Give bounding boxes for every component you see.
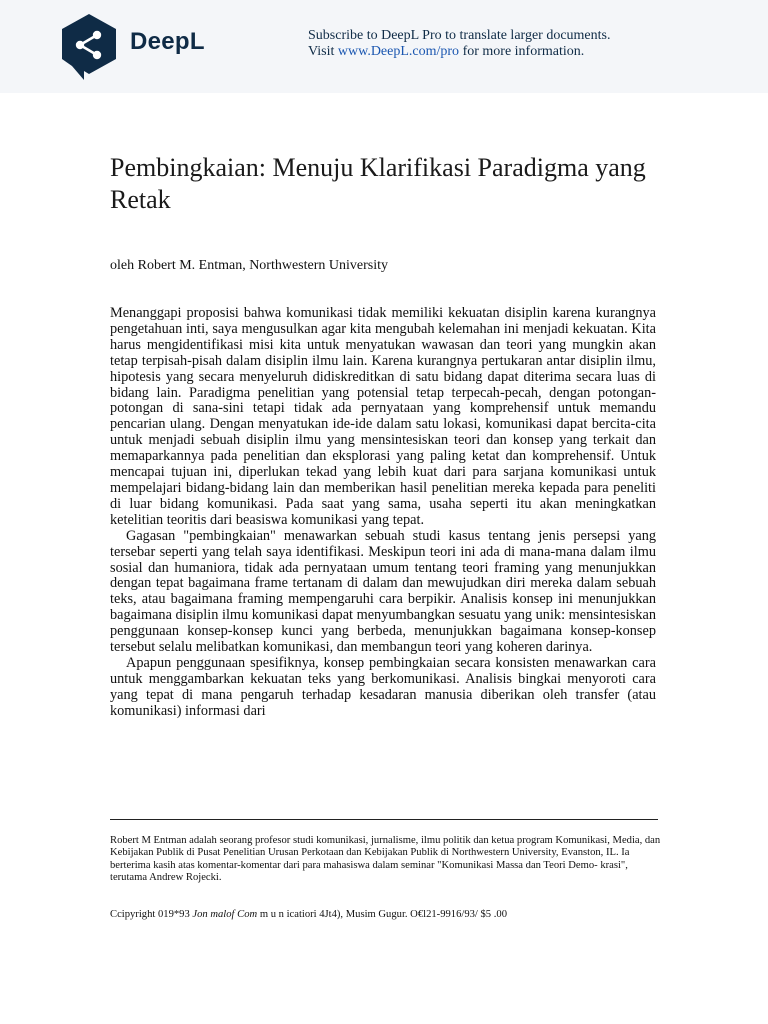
footnote-divider [110, 819, 658, 820]
promo-line-2 [308, 44, 728, 60]
copyright-part-4: of Com [226, 909, 258, 920]
deepl-banner [0, 0, 768, 93]
deepl-logo-icon[interactable] [58, 12, 120, 80]
promo-text [308, 28, 728, 60]
author-footnote: Robert M Entman adalah seorang profesor studi komunikasi, jurnalisme, ilmu politik dan ketua program Komunikasi, Media, dan Kebijakan Publik di Pusat Penelitian Urusan Perkotaan dan Kebijakan Publik di Northwestern University, Evanston, IL. Ia berterima kasih atas komentar-komentar dari para mahasiswa dalam seminar "Komunikasi Massa dan Teori Demo- krasi", terutama Andrew Rojecki. [110, 835, 661, 884]
promo-line-1: Subscribe to DeepL Pro to translate larger documents. [308, 28, 611, 43]
copyright-line [110, 908, 670, 921]
deepl-pro-link[interactable]: www.DeepL.com/pro [337, 44, 460, 59]
copyright-part-2: 19*93 [163, 909, 190, 920]
promo-after: for more information. [459, 44, 585, 59]
paragraph-2: Gagasan "pembingkaian" menawarkan sebuah studi kasus tentang jenis persepsi yang tersebar seperti yang telah saya identifikasi. Meskipun teori ini ada di mana-mana dalam ilmu sosial dan humaniora, tidak ada pernyataan umum tentang teori framing yang menunjukkan dengan tepat bagaimana frame tertanam di dalam dan mewujudkan diri mereka dalam sebuah teks, atau bagaimana framing mempengaruhi cara berpikir. Analisis konsep ini menunjukkan bagaimana disiplin ilmu komunikasi dapat menyumbangkan sesuatu yang unik: mensintesiskan penggunaan konsep-konsep kunci yang berbeda, menunjukkan bagaimana konsep-konsep tersebut selalu melibatkan komunikasi, dan membangun teori yang koheren darinya. [110, 527, 656, 656]
copyright-part-5: m u n icatiori 4Jt4), Musim Gugur. O€l21-9916/93/ $5 .00 [259, 909, 507, 920]
copyright-part-1: Ccipyright 0 [110, 909, 164, 920]
copyright-part-3: Jon mal [192, 909, 227, 920]
paragraph-1: Menanggapi proposisi bahwa komunikasi tidak memiliki kekuatan disiplin karena kurangnya pengetahuan inti, saya mengusulkan agar kita mengubah kelemahan ini menjadi kekuatan. Kita harus mengidentifikasi misi kita untuk menyatukan wawasan dan teori yang mungkin akan tetap terpisah-pisah dalam disiplin ilmu lain. Karena kurangnya pertukaran antar disiplin ilmu, hipotesis yang secara menyeluruh didiskreditkan di satu bidang dapat diterima secara luas di bidang lain. Paradigma penelitian yang potensial tetap terpecah-pecah, dengan potongan-potongan di sana-sini tetapi tidak ada pernyataan yang komprehensif untuk memandu pencarian ulang. Dengan menyatukan ide-ide dalam satu lokasi, komunikasi dapat bercita-cita untuk menjadi sebuah disiplin ilmu yang mensintesiskan teori dan konsep yang terkait dan memaparkannya pada penelitian dan eksplorasi yang paling ketat dan komprehensif. Untuk mencapai tujuan ini, diperlukan tekad yang lebih kuat dari para sarjana komunikasi untuk mempelajari bidang-bidang lain dan memberikan hasil penelitian mereka kepada para peneliti di luar bidang komunikasi. Pada saat yang sama, usaha seperti itu akan meningkatkan ketelitian teoritis dari beasiswa komunikasi yang tepat. [110, 305, 656, 528]
deepl-brand-name[interactable]: DeepL [130, 28, 205, 55]
article-byline: oleh Robert M. Entman, Northwestern University [110, 258, 389, 273]
article-body [110, 306, 656, 720]
article-title: Pembingkaian: Menuju Klarifikasi Paradigma yang Retak [110, 153, 646, 214]
paragraph-3: Apapun penggunaan spesifiknya, konsep pembingkaian secara konsisten menawarkan cara untuk menggambarkan kekuatan teks yang berkomunikasi. Analisis bingkai menyoroti cara yang tepat di mana pengaruh terhadap kesadaran manusia diberikan oleh transfer (atau komunikasi) informasi dari [110, 654, 656, 719]
promo-visit: Visit [308, 44, 338, 59]
